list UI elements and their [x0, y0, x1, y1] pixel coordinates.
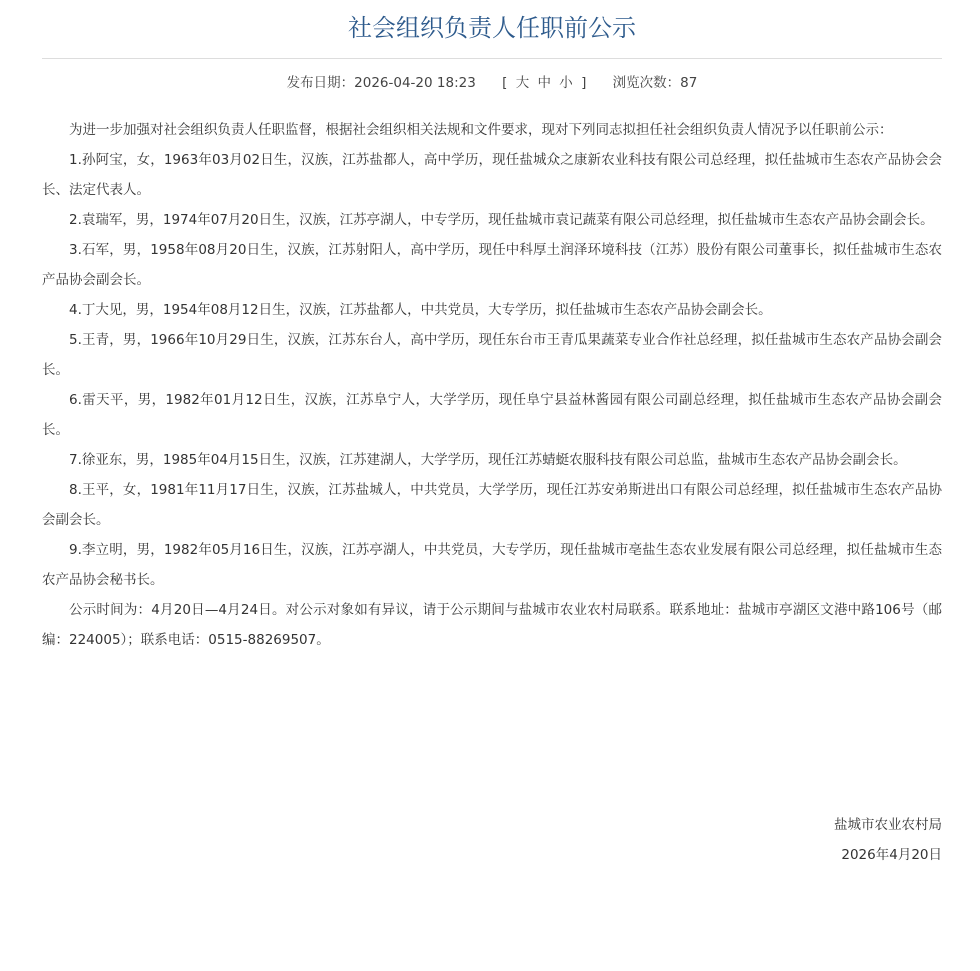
list-item: 1.孙阿宝，女，1963年03月02日生，汉族，江苏盐都人，高中学历，现任盐城众之康新农业科技有限公司总经理，拟任盐城市生态农产品协会会长、法定代表人。 [42, 152, 942, 198]
divider [42, 58, 942, 59]
font-size-medium[interactable]: 中 [537, 75, 551, 91]
publish-label: 发布日期： [286, 75, 355, 91]
view-count [613, 75, 698, 91]
font-size-large[interactable]: 大 [515, 75, 530, 91]
views-value: 87 [680, 75, 698, 91]
bracket-open: [ [502, 75, 508, 91]
article-body [42, 115, 942, 655]
signature-org: 盐城市农业农村局 [834, 817, 942, 833]
article-meta [42, 71, 942, 95]
font-size-switcher [500, 75, 593, 91]
publish-date-value: 2026-04-20 18:23 [354, 75, 476, 91]
views-label: 浏览次数： [612, 75, 681, 91]
intro-paragraph: 为进一步加强对社会组织负责人任职监督，根据社会组织相关法规和文件要求，现对下列同志拟担任社会组织负责人情况予以任职前公示： [69, 122, 893, 138]
list-item: 9.李立明，男，1982年05月16日生，汉族，江苏亭湖人，中共党员，大专学历，现任盐城市亳盐生态农业发展有限公司总经理，拟任盐城市生态农产品协会秘书长。 [42, 542, 942, 588]
list-item: 6.雷天平，男，1982年01月12日生，汉族，江苏阜宁人，大学学历，现任阜宁县益林酱园有限公司副总经理，拟任盐城市生态农产品协会副会长。 [42, 392, 942, 438]
signature-date: 2026年4月20日 [841, 847, 942, 863]
signature [834, 810, 942, 870]
contact-paragraph: 公示时间为：4月20日—4月24日。对公示对象如有异议，请于公示期间与盐城市农业农村局联系。联系地址：盐城市亭湖区文港中路106号（邮编：224005）；联系电话：0515-88269507。 [42, 602, 942, 648]
font-size-small[interactable]: 小 [559, 75, 573, 91]
article [42, 0, 942, 655]
page-title: 社会组织负责人任职前公示 [348, 14, 636, 42]
list-item: 4.丁大见，男，1954年08月12日生，汉族，江苏盐都人，中共党员，大专学历，拟任盐城市生态农产品协会副会长。 [69, 302, 772, 318]
list-item: 7.徐亚东，男，1985年04月15日生，汉族，江苏建湖人，大学学历，现任江苏蜻蜓农服科技有限公司总监，盐城市生态农产品协会副会长。 [69, 452, 907, 468]
publish-date [287, 75, 476, 91]
list-item: 3.石军，男，1958年08月20日生，汉族，江苏射阳人，高中学历，现任中科厚土润泽环境科技（江苏）股份有限公司董事长，拟任盐城市生态农产品协会副会长。 [42, 242, 942, 288]
list-item: 8.王平，女，1981年11月17日生，汉族，江苏盐城人，中共党员，大学学历，现任江苏安弟斯进出口有限公司总经理，拟任盐城市生态农产品协会副会长。 [42, 482, 942, 528]
list-item: 5.王青，男，1966年10月29日生，汉族，江苏东台人，高中学历，现任东台市王青瓜果蔬菜专业合作社总经理，拟任盐城市生态农产品协会副会长。 [42, 332, 942, 378]
list-item: 2.袁瑞军，男，1974年07月20日生，汉族，江苏亭湖人，中专学历，现任盐城市袁记蔬菜有限公司总经理，拟任盐城市生态农产品协会副会长。 [69, 212, 934, 228]
bracket-close: ] [581, 75, 587, 91]
